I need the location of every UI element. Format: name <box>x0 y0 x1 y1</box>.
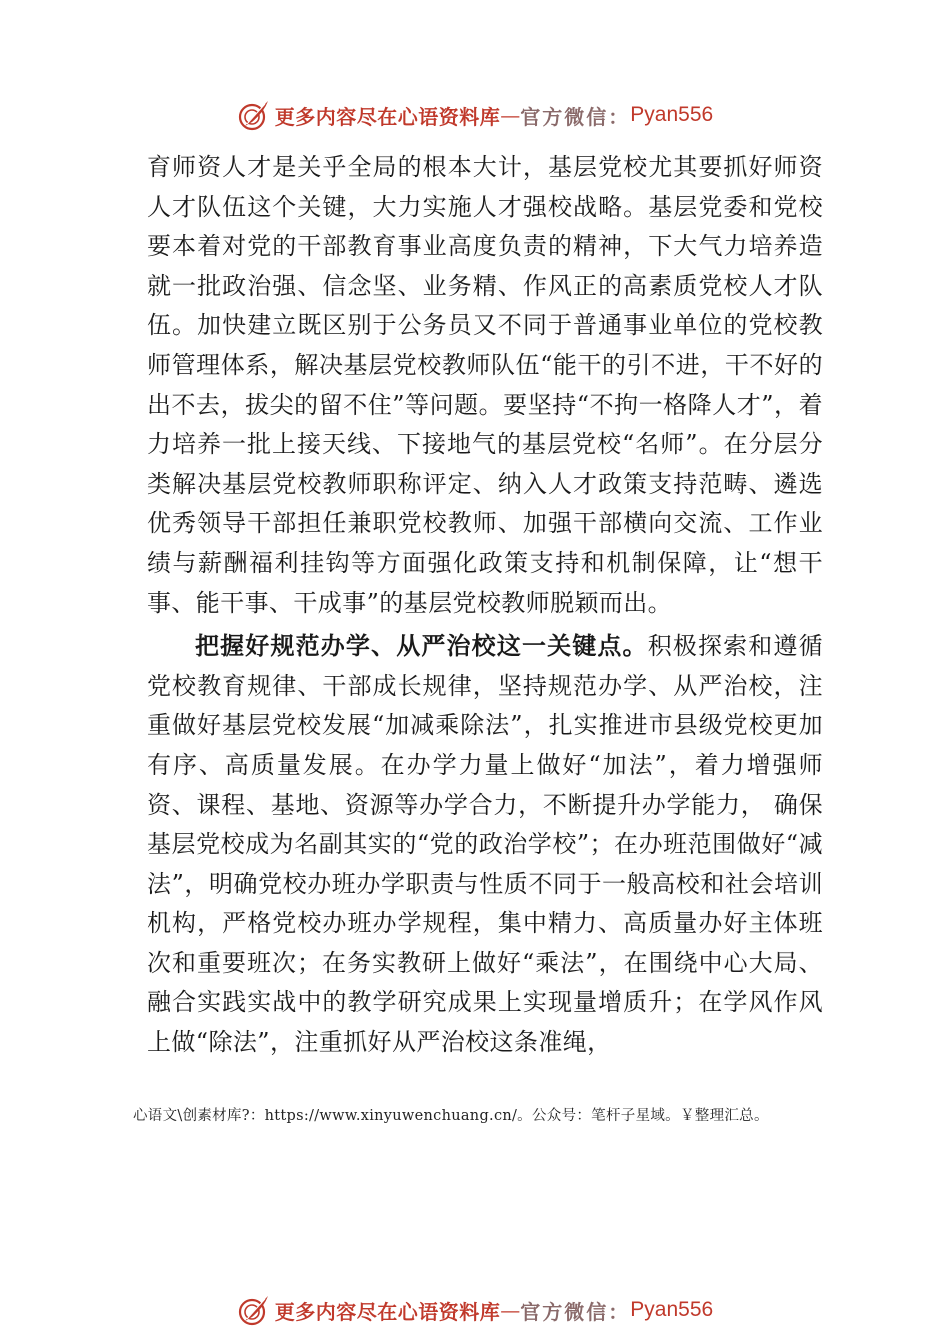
banner-wechat-id: Pyan556 <box>630 103 714 126</box>
banner-wechat-id: Pyan556 <box>630 1298 714 1321</box>
top-banner <box>0 95 950 135</box>
source-note: 心语文\创素材库?：https://www.xinyuwenchuang.cn/。公众号：笔杆子星域。￥整理汇总。 <box>133 1108 769 1124</box>
feather-pen-logo-icon <box>237 98 271 132</box>
bottom-banner <box>0 1290 950 1330</box>
banner-dash: — <box>500 103 521 127</box>
paragraph-2-heading: 把握好规范办学、从严治校这一关键点。 <box>195 632 648 661</box>
banner-brand-text: 更多内容尽在心语资料库 <box>274 1299 501 1324</box>
paragraph-1: 育师资人才是关乎全局的根本大计，基层党校尤其要抓好师资人才队伍这个关键，大力实施人才强校战略。基层党委和党校要本着对党的干部教育事业高度负责的精神，下大气力培养造就一批政治强、信念坚、业务精、作风正的高素质党校人才队伍。加快建立既区别于公务员又不同于普通事业单位的党校教师管理体系，解决基层党校教师队伍“能干的引不进，干不好的出不去，拔尖的留不住”等问题。要坚持“不拘一格降人才”，着力培养一批上接天线、下接地气的基层党校“名师”。在分层分类解决基层党校教师职称评定、纳入人才政策支持范畴、遴选优秀领导干部担任兼职党校教师、加强干部横向交流、工作业绩与薪酬福利挂钩等方面强化政策支持和机制保障，让“想干事、能干事、干成事”的基层党校教师脱颖而出。 <box>147 153 823 617</box>
document-body <box>147 148 823 1063</box>
banner-wechat-label: 官方微信： <box>520 1299 631 1324</box>
banner-dash: — <box>500 1298 521 1322</box>
banner-wechat-label: 官方微信： <box>520 104 631 129</box>
paragraph-2-text: 积极探索和遵循党校教育规律、干部成长规律，坚持规范办学、从严治校，注重做好基层党校发展“加减乘除法”，扎实推进市县级党校更加有序、高质量发展。在办学力量上做好“加法”，着力增强师资、课程、基地、资源等办学合力，不断提升办学能力， 确保基层党校成为名副其实的“党的政治学校”；在办班范围做好“减法”，明确党校办班办学职责与性质不同于一般高校和社会培训机构，严格党校办班办学规程，集中精力、高质量办好主体班次和重要班次；在务实教研上做好“乘法”，在围绕中心大局、融合实践实战中的教学研究成果上实现量增质升；在学风作风上做“除法”，注重抓好从严治校这条准绳， <box>147 632 823 1057</box>
feather-pen-logo-icon <box>237 1293 271 1327</box>
banner-brand-text: 更多内容尽在心语资料库 <box>274 104 501 129</box>
paragraph-2 <box>147 627 823 1063</box>
